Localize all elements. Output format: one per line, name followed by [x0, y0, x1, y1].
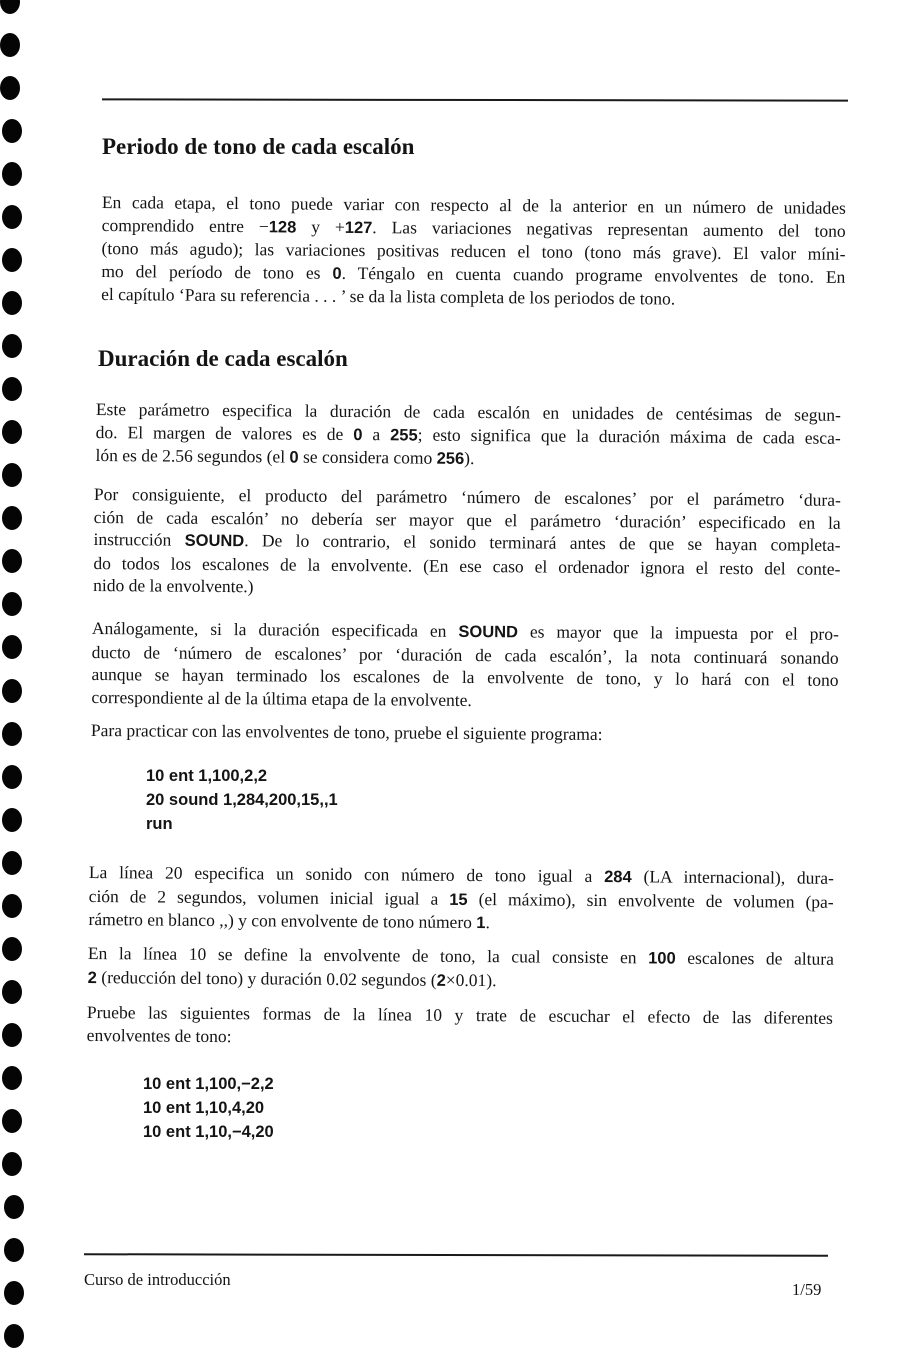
bold-term: 1 — [476, 914, 486, 933]
text-run: . Las variaciones negativas representan aumento del tono — [372, 216, 846, 241]
text-run: Para practicar con las envolventes de tono, pruebe el siguiente programa: — [90, 719, 603, 745]
binder-hole — [2, 420, 22, 444]
binder-hole — [2, 635, 22, 659]
text-run: escalones de altura — [675, 947, 834, 969]
binder-hole — [2, 463, 22, 487]
bold-term: SOUND — [458, 622, 519, 642]
binder-hole — [2, 980, 22, 1004]
code-line: 10 ent 1,10,−4,20 — [143, 1123, 274, 1141]
footer-rule — [84, 1253, 828, 1256]
bold-term: 284 — [604, 868, 632, 887]
binder-hole — [2, 679, 22, 703]
paragraph — [88, 861, 834, 938]
bold-term: SOUND — [184, 531, 245, 551]
code-block — [143, 1072, 274, 1144]
text-run: ; esto significa que la duración máxima de cada esca- — [417, 424, 841, 448]
binder-hole — [2, 119, 22, 143]
code-block — [146, 764, 338, 836]
text-run: (tono más agudo); las variaciones positivas reducen el tono (tono más grave). El valor míni- — [101, 238, 846, 265]
binder-hole — [2, 1152, 22, 1176]
binder-hole — [2, 506, 22, 530]
binder-hole — [2, 937, 22, 961]
text-run: instrucción — [93, 529, 185, 550]
text-run: aunque se hayan terminado los escalones de la envolvente de tono, y lo hará con el tono — [91, 664, 839, 691]
bold-term: 2 — [436, 971, 446, 990]
binder-hole — [2, 248, 22, 272]
binder-hole — [2, 549, 22, 573]
text-run: a — [362, 423, 391, 444]
top-rule — [102, 98, 848, 101]
text-run: Por consiguiente, el producto del parámetro ‘número de escalones’ por el parámetro ‘dura- — [93, 483, 841, 510]
text-run: es mayor que la impuesta por el pro- — [517, 621, 839, 644]
binder-hole — [2, 377, 22, 401]
code-line: run — [146, 815, 173, 833]
text-run: do todos los escalones de la envolvente. (En ese caso el ordenador ignora el resto del conte- — [93, 552, 841, 579]
binder-hole — [2, 592, 22, 616]
text-run: ). — [464, 448, 475, 469]
text-run: En cada etapa, el tono puede variar con respecto al de la anterior en un número de unidades — [101, 191, 846, 218]
code-line: 10 ent 1,100,−2,2 — [143, 1075, 274, 1093]
binder-hole — [2, 1066, 22, 1090]
paragraph — [95, 398, 841, 474]
text-run: ción de cada escalón’ no debería ser mayor que el parámetro ‘duración’ especificado en la — [93, 506, 841, 533]
text-line — [91, 719, 731, 747]
bold-term: 256 — [436, 449, 465, 469]
text-run: (el máximo), sin envolvente de volumen (pa- — [467, 888, 834, 912]
text-run: . — [485, 912, 490, 933]
binder-hole — [0, 33, 20, 57]
binder-hole — [4, 1281, 24, 1305]
text-run: ducto de ‘número de escalones’ por ‘duración de cada escalón’, la nota continuará sonando — [91, 641, 839, 668]
binder-hole — [0, 0, 20, 14]
text-run: y + — [296, 216, 345, 237]
text-run: lón es de 2.56 segundos (el — [95, 445, 290, 467]
text-run: correspondiente al de la última etapa de la envolvente. — [91, 686, 472, 710]
binder-hole — [2, 894, 22, 918]
text-run: comprendido entre − — [101, 214, 269, 236]
bold-term: 100 — [648, 949, 676, 968]
binder-hole — [2, 1023, 22, 1047]
binder-hole — [4, 1238, 24, 1262]
paragraph — [93, 483, 841, 603]
text-run: do. El margen de valores es de — [95, 421, 354, 444]
bold-term: 255 — [390, 425, 418, 445]
text-run: se considera como — [298, 446, 437, 468]
bold-term: 128 — [268, 217, 297, 237]
bold-term: 127 — [344, 218, 373, 237]
text-run: ción de 2 segundos, volumen inicial igual a — [88, 885, 450, 909]
text-run: nido de la envolvente.) — [93, 575, 254, 597]
text-run: (reducción del tono) y duración 0.02 segundos ( — [96, 966, 437, 990]
section-title-periodo: Periodo de tono de cada escalón — [102, 134, 415, 159]
code-line: 10 ent 1,10,4,20 — [143, 1099, 265, 1117]
paragraph — [91, 617, 839, 714]
code-line: 10 ent 1,100,2,2 — [146, 767, 268, 785]
text-run: Este parámetro especifica la duración de cada escalón en unidades de centésimas de segun- — [95, 398, 841, 425]
text-run: envolventes de tono: — [86, 1024, 232, 1046]
binder-hole — [0, 76, 20, 100]
binder-hole — [2, 808, 22, 832]
text-run: En la línea 10 se define la envolvente de tono, la cual consiste en — [87, 942, 649, 968]
binder-hole — [2, 334, 22, 358]
page-number: 1/59 — [792, 1280, 822, 1299]
text-run: La línea 20 especifica un sonido con número de tono igual a — [88, 861, 605, 887]
binder-hole — [2, 205, 22, 229]
bold-term: 15 — [449, 890, 468, 909]
bold-term: 0 — [353, 425, 363, 444]
bold-term: 2 — [87, 968, 97, 987]
binder-hole — [2, 162, 22, 186]
binder-hole — [2, 722, 22, 746]
bold-term: 0 — [332, 264, 342, 283]
text-run: rámetro en blanco ,,) y con envolvente de tono número — [88, 909, 477, 933]
text-run: ×0.01). — [445, 969, 497, 990]
binder-holes — [0, 0, 40, 1334]
code-line: 20 sound 1,284,200,15,,1 — [146, 791, 338, 809]
bold-term: 0 — [289, 448, 299, 467]
paragraph — [88, 942, 834, 995]
text-run: (LA internacional), dura- — [631, 866, 834, 888]
paragraph — [101, 191, 846, 312]
binder-hole — [2, 765, 22, 789]
text-run: Pruebe las siguientes formas de la línea 10 y trate de escuchar el efecto de las diferentes — [86, 1001, 833, 1028]
binder-hole — [2, 851, 22, 875]
binder-hole — [4, 1195, 24, 1219]
section-title-duracion: Duración de cada escalón — [98, 346, 348, 371]
binder-hole — [4, 1324, 24, 1348]
text-run: Análogamente, si la duración especificada en — [91, 617, 459, 641]
text-run: . Téngalo en cuenta cuando programe envolventes de tono. En — [341, 262, 846, 287]
binder-hole — [2, 1109, 22, 1133]
text-run: el capítulo ‘Para su referencia . . . ’ se da la lista completa de los periodos de tono. — [101, 284, 676, 309]
text-run: . De lo contrario, el sonido terminará antes de que se hayan completa- — [244, 530, 841, 556]
binder-hole — [2, 291, 22, 315]
paragraph — [91, 719, 731, 747]
paragraph — [87, 1001, 833, 1052]
footer-title: Curso de introducción — [84, 1270, 231, 1289]
text-run: mo del período de tono es — [101, 260, 333, 283]
